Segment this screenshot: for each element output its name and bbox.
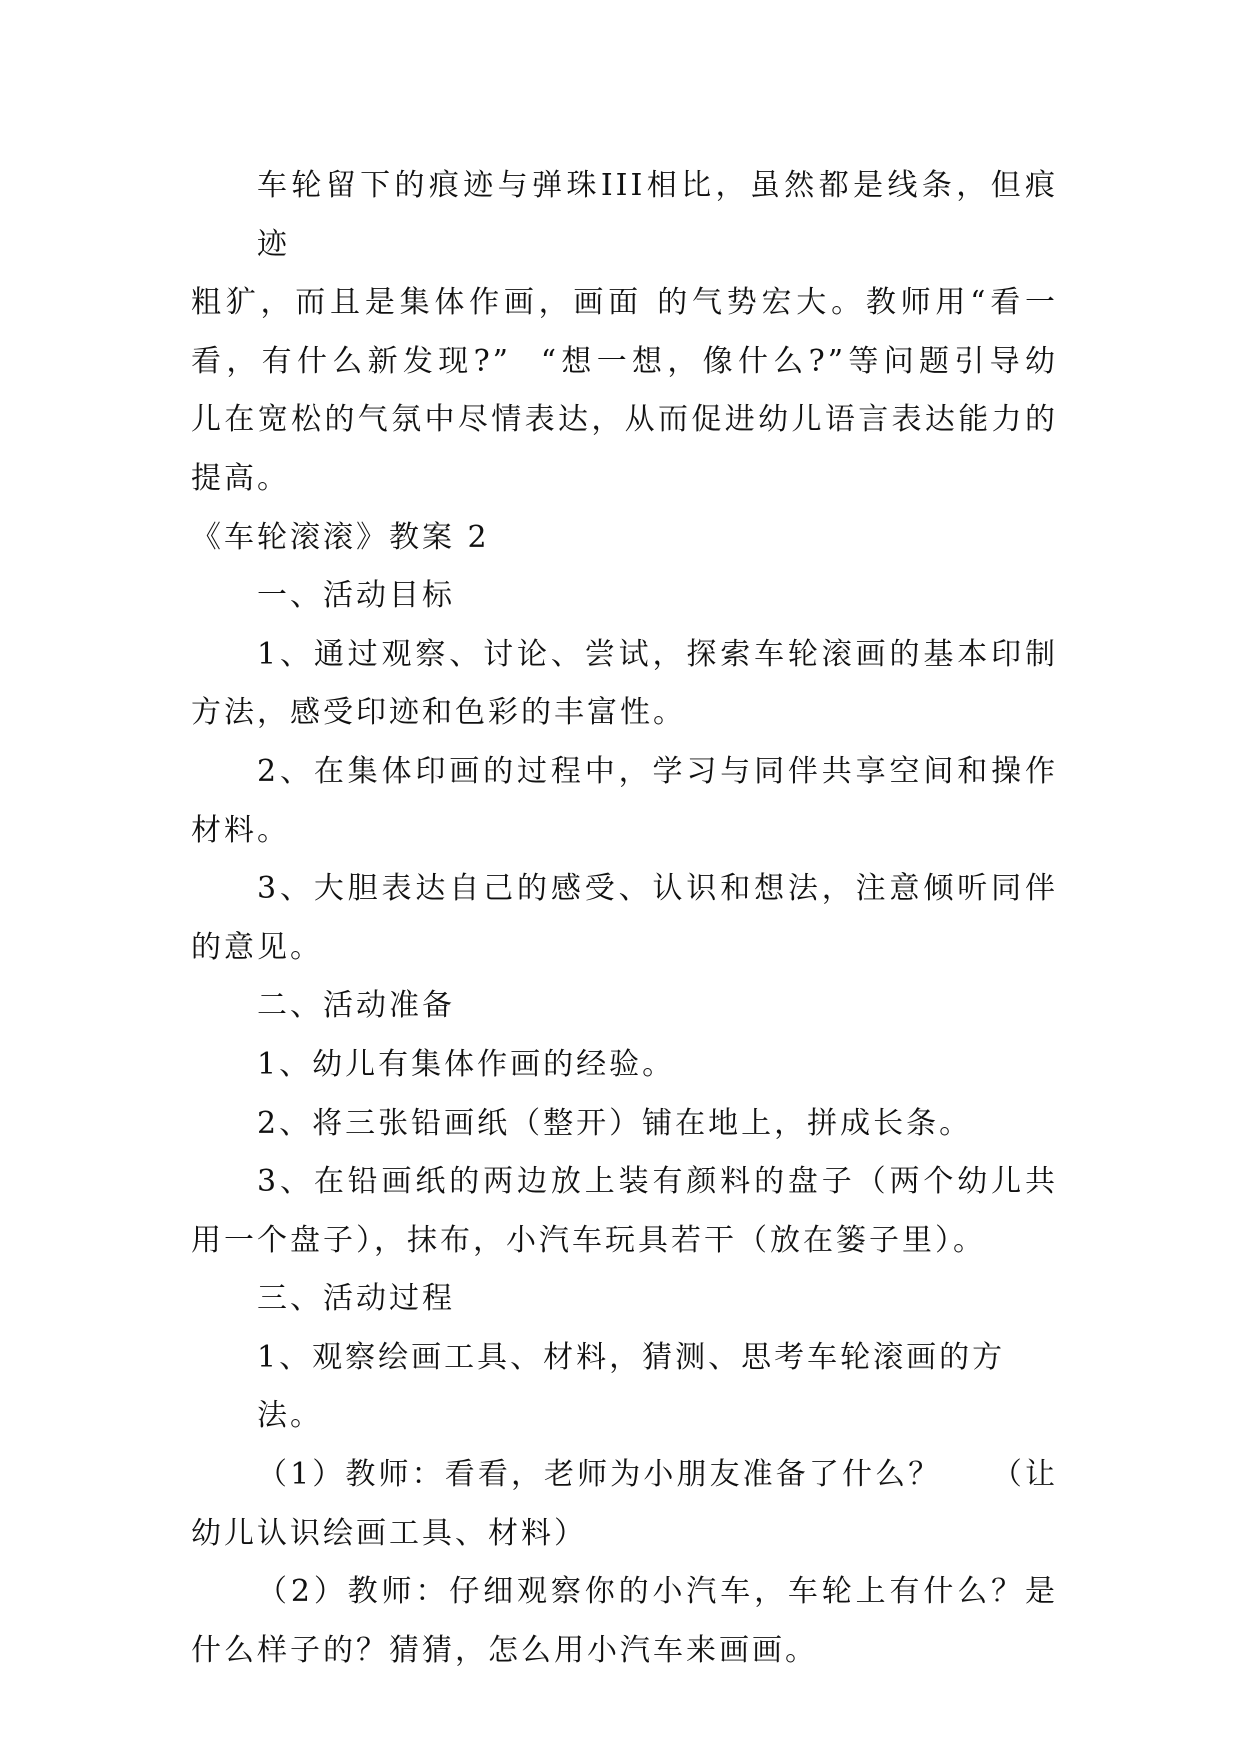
section-title: 二、活动准备	[257, 988, 455, 1024]
text-line: 2、将三张铅画纸（整开）铺在地上，拼成长条。	[257, 1105, 973, 1141]
text-line: 什么样子的？猜猜，怎么用小汽车来画画。	[191, 1632, 818, 1668]
text-line: （1）教师：看看，老师为小朋友准备了什么？ （让	[257, 1457, 1058, 1493]
text-line: （2）教师：仔细观察你的小汽车，车轮上有什么？是	[257, 1574, 1058, 1610]
text-line: 1、通过观察、讨论、尝试，探索车轮滚画的基本印制	[257, 636, 1058, 672]
document-body	[191, 157, 1058, 1680]
text-line: 看，有什么新发现?” “想一想，像什么?”等问题引导幼	[191, 343, 1058, 379]
text-line: 用一个盘子），抹布，小汽车玩具若干（放在篓子里）。	[191, 1222, 986, 1258]
section-process	[191, 1270, 1058, 1680]
text-line: 车轮留下的痕迹与弹珠III相比，虽然都是线条，但痕迹	[257, 168, 1058, 262]
text-line: 2、在集体印画的过程中，学习与同伴共享空间和操作	[257, 753, 1058, 789]
text-line: 1、幼儿有集体作画的经验。	[257, 1046, 676, 1082]
text-line: 幼儿认识绘画工具、材料）	[191, 1515, 587, 1551]
text-line: 粗犷，而且是集体作画，画面 的气势宏大。教师用“看一	[191, 285, 1058, 321]
list-item	[191, 1446, 1058, 1563]
list-item	[191, 860, 1058, 977]
text-line: 3、大胆表达自己的感受、认识和想法，注意倾听同伴	[257, 871, 1058, 907]
list-item	[191, 1563, 1058, 1680]
text-line: 方法，感受印迹和色彩的丰富性。	[191, 695, 686, 731]
section-goals	[191, 567, 1058, 977]
section-title: 三、活动过程	[257, 1281, 455, 1317]
section-title: 一、活动目标	[257, 578, 455, 614]
text-line: 1、观察绘画工具、材料，猜测、思考车轮滚画的方法。	[257, 1339, 1006, 1434]
text-line: 儿在宽松的气氛中尽情表达，从而促进幼儿语言表达能力的	[191, 402, 1058, 438]
text-line: 3、在铅画纸的两边放上装有颜料的盘子（两个幼儿共	[257, 1164, 1058, 1200]
list-item	[191, 1036, 1058, 1095]
intro-paragraph	[191, 157, 1058, 509]
text-line: 提高。	[191, 460, 290, 496]
list-item	[191, 1095, 1058, 1154]
lesson-title: 《车轮滚滚》教案 2	[191, 519, 490, 555]
list-item	[191, 1153, 1058, 1270]
list-item	[191, 1329, 1058, 1446]
text-line: 的意见。	[191, 929, 323, 965]
list-item	[191, 743, 1058, 860]
list-item	[191, 626, 1058, 743]
section-preparation	[191, 977, 1058, 1270]
text-line: 材料。	[191, 812, 290, 848]
